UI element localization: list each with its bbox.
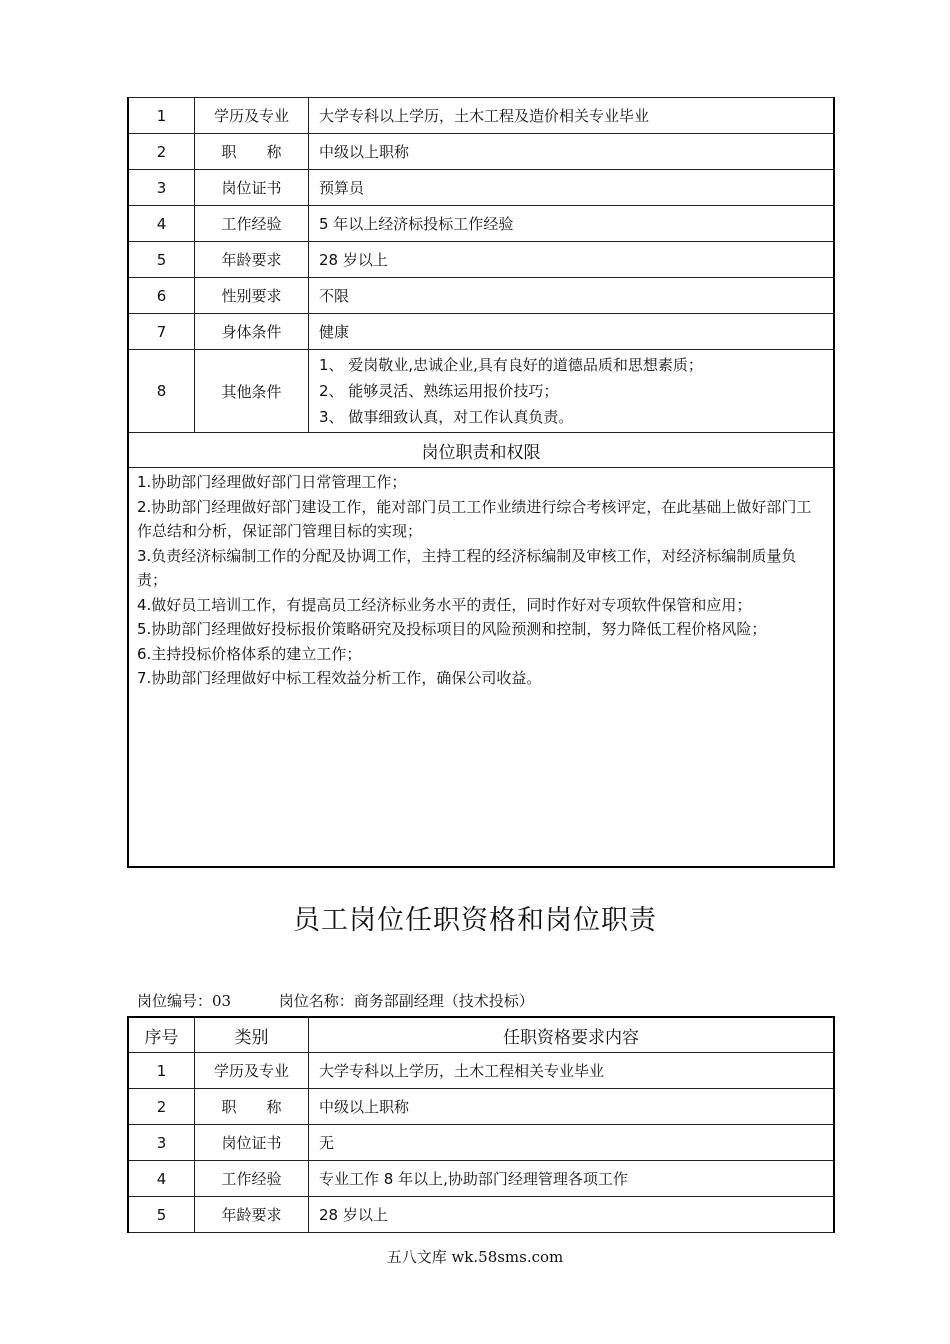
duties-title-row — [128, 433, 834, 468]
table-row — [128, 242, 834, 278]
row-content: 大学专科以上学历，土木工程相关专业毕业 — [309, 1053, 835, 1089]
duty-item: 3.负责经济标编制工作的分配及协调工作，主持工程的经济标编制及审核工作，对经济标编制质量负责； — [137, 546, 797, 589]
table-row — [128, 314, 834, 350]
row-content: 中级以上职称 — [309, 1089, 835, 1125]
row-category: 职 称 — [195, 1089, 309, 1125]
row-content: 中级以上职称 — [309, 134, 835, 170]
duty-item: 6.主持投标价格体系的建立工作； — [137, 644, 362, 663]
row-category: 岗位证书 — [195, 1125, 309, 1161]
condition-line: 3、 做事细致认真，对工作认真负责。 — [319, 408, 574, 426]
duties-row — [128, 468, 834, 868]
post-meta — [137, 990, 534, 1011]
row-number: 8 — [128, 350, 195, 433]
duty-item: 1.协助部门经理做好部门日常管理工作； — [137, 473, 407, 491]
header-number: 序号 — [128, 1017, 195, 1053]
table-row-other-conditions — [128, 350, 834, 433]
row-content: 无 — [309, 1125, 835, 1161]
row-number: 4 — [128, 1161, 195, 1197]
row-content: 专业工作 8 年以上,协助部门经理管理各项工作 — [309, 1161, 835, 1197]
duty-item: 4.做好员工培训工作，有提高员工经济标业务水平的责任，同时作好对专项软件保管和应用； — [137, 595, 752, 614]
row-content: 大学专科以上学历，土木工程及造价相关专业毕业 — [309, 98, 835, 134]
duty-item: 7.协助部门经理做好中标工程效益分析工作，确保公司收益。 — [137, 669, 542, 687]
condition-line: 2、 能够灵活、熟练运用报价技巧； — [319, 382, 559, 400]
duties-content — [128, 468, 834, 868]
row-category: 职 称 — [195, 134, 309, 170]
row-number: 2 — [128, 134, 195, 170]
table-header-row — [128, 1017, 834, 1053]
row-number: 1 — [128, 1053, 195, 1089]
condition-line: 1、 爱岗敬业,忠诚企业,具有良好的道德品质和思想素质； — [319, 356, 703, 374]
row-content: 不限 — [309, 278, 835, 314]
row-category: 学历及专业 — [195, 98, 309, 134]
header-content: 任职资格要求内容 — [309, 1017, 835, 1053]
page-title: 员工岗位任职资格和岗位职责 — [293, 905, 657, 936]
other-conditions-content — [309, 350, 835, 433]
row-number: 4 — [128, 206, 195, 242]
row-category: 工作经验 — [195, 1161, 309, 1197]
qualification-table-2 — [127, 1016, 835, 1233]
duty-item: 2.协助部门经理做好部门建设工作，能对部门员工工作业绩进行综合考核评定，在此基础上做好部门工作总结和分析，保证部门管理目标的实现； — [137, 497, 812, 540]
row-number: 3 — [128, 170, 195, 206]
table-row — [128, 206, 834, 242]
row-category: 学历及专业 — [195, 1053, 309, 1089]
row-category: 性别要求 — [195, 278, 309, 314]
row-content: 28 岁以上 — [309, 1197, 835, 1233]
row-category: 年龄要求 — [195, 242, 309, 278]
table-row — [128, 98, 834, 134]
table-row — [128, 1197, 834, 1233]
table-row — [128, 1089, 834, 1125]
table-row — [128, 1161, 834, 1197]
post-name: 岗位名称：商务部副经理（技术投标） — [278, 992, 534, 1010]
row-content: 预算员 — [309, 170, 835, 206]
row-category: 年龄要求 — [195, 1197, 309, 1233]
duties-title: 岗位职责和权限 — [128, 433, 834, 468]
row-number: 5 — [128, 242, 195, 278]
row-category: 岗位证书 — [195, 170, 309, 206]
row-category: 工作经验 — [195, 206, 309, 242]
duty-item: 5.协助部门经理做好投标报价策略研究及投标项目的风险预测和控制，努力降低工程价格风险； — [137, 620, 767, 638]
row-number: 2 — [128, 1089, 195, 1125]
qualification-table-1 — [127, 97, 835, 868]
row-content: 健康 — [309, 314, 835, 350]
table-row — [128, 1125, 834, 1161]
row-number: 1 — [128, 98, 195, 134]
table-row — [128, 134, 834, 170]
row-number: 3 — [128, 1125, 195, 1161]
table-row — [128, 170, 834, 206]
post-number: 岗位编号：03 — [137, 992, 232, 1010]
row-content: 28 岁以上 — [309, 242, 835, 278]
row-content: 5 年以上经济标投标工作经验 — [309, 206, 835, 242]
footer-watermark: 五八文库 wk.58sms.com — [386, 1248, 564, 1266]
row-category: 其他条件 — [195, 350, 309, 433]
header-category: 类别 — [195, 1017, 309, 1053]
row-number: 7 — [128, 314, 195, 350]
row-number: 5 — [128, 1197, 195, 1233]
table-row — [128, 1053, 834, 1089]
table-row — [128, 278, 834, 314]
row-number: 6 — [128, 278, 195, 314]
row-category: 身体条件 — [195, 314, 309, 350]
